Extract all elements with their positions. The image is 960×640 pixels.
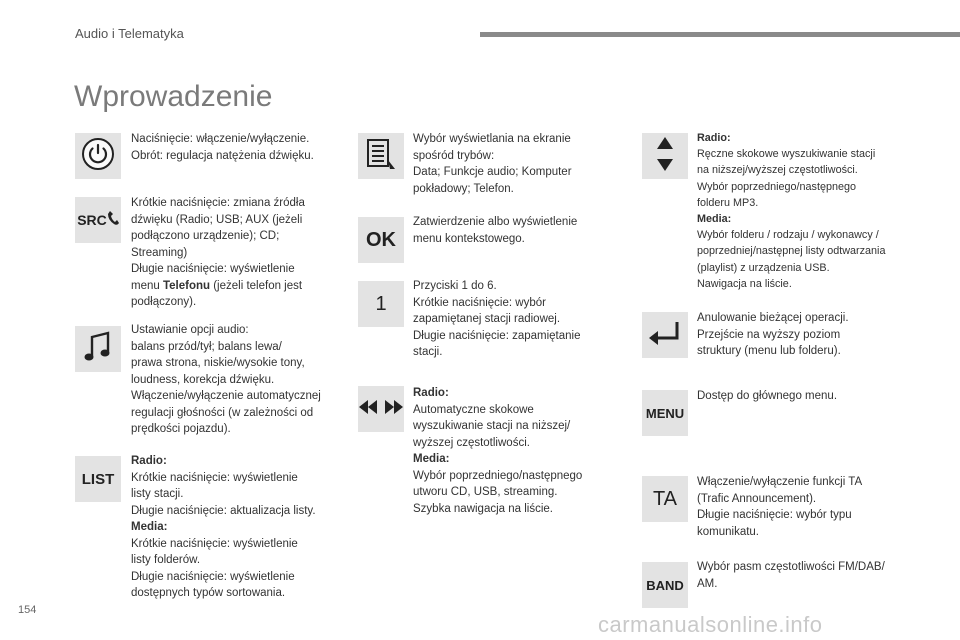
ta-button[interactable]: [642, 476, 688, 522]
text-line: Krótkie naciśnięcie: wyświetlenie: [131, 471, 298, 484]
ok-label: OK: [366, 228, 396, 251]
arrow-up-down-icon: [655, 135, 675, 178]
presets-description: [413, 278, 581, 361]
media-heading: Media:: [131, 521, 168, 533]
music-note-icon: [83, 330, 113, 369]
power-button[interactable]: [75, 133, 121, 179]
text-line: pokładowy; Telefon.: [413, 182, 514, 195]
src-description: [131, 195, 305, 311]
text-line: regulacji głośności (w zależności od: [131, 406, 314, 419]
ta-description: [697, 474, 862, 540]
text-line: Przyciski 1 do 6.: [413, 280, 497, 292]
text-line: Nawigacja na liście.: [697, 277, 792, 290]
text-line: komunikatu.: [697, 525, 760, 538]
screen-list-icon: [364, 136, 398, 177]
text-line: struktury (menu lub folderu).: [697, 345, 841, 357]
text-line: listy folderów.: [131, 554, 201, 566]
ok-button[interactable]: [358, 217, 404, 263]
text-line: folderu MP3.: [697, 196, 759, 209]
header-bar: [480, 32, 960, 37]
return-arrow-icon: [647, 318, 683, 353]
text-line: Wybór pasm częstotliwości FM/DAB/: [697, 561, 885, 573]
text-line: prędkości pojazdu).: [131, 423, 231, 435]
watermark: carmanualsonline.info: [598, 612, 823, 637]
ok-description: [413, 214, 577, 247]
text-line: Wybór wyświetlania na ekranie: [413, 133, 571, 145]
menu-button[interactable]: [642, 390, 688, 436]
text-line: Ręczne skokowe wyszukiwanie stacji: [697, 148, 876, 161]
text-line: Zatwierdzenie albo wyświetlenie: [413, 216, 578, 228]
text-line: podłączony).: [131, 296, 197, 308]
text-line: Naciśnięcie: włączenie/wyłączenie.: [131, 133, 310, 145]
list-label: LIST: [81, 470, 115, 488]
text-line: Wybór poprzedniego/następnego: [697, 180, 856, 193]
display-mode-button[interactable]: [358, 133, 404, 179]
text-line: stacji.: [413, 346, 443, 358]
text-line: Szybka nawigacja na liście.: [413, 502, 553, 515]
band-button[interactable]: [642, 562, 688, 608]
text-fragment: (jeżeli telefon jest: [210, 279, 303, 292]
text-line: poprzedniej/następnej listy odtwarzania: [697, 245, 886, 258]
page-title: Wprowadzenie: [74, 80, 273, 114]
phone-icon: [107, 210, 119, 231]
section-title: Audio i Telematyka: [75, 26, 184, 41]
text-line: Streaming): [131, 246, 188, 259]
radio-heading: Radio:: [413, 387, 449, 399]
src-phone-button[interactable]: [75, 197, 121, 243]
text-line: Długie naciśnięcie: wybór typu: [697, 509, 852, 521]
text-line: listy stacji.: [131, 488, 184, 500]
text-line: Długie naciśnięcie: aktualizacja listy.: [131, 504, 316, 517]
power-description: [131, 131, 314, 164]
text-line: balans przód/tył; balans lewa/: [131, 340, 282, 353]
text-line: prawa strona, niskie/wysokie tony,: [131, 357, 305, 369]
list-button[interactable]: [75, 456, 121, 502]
text-line: Obrót: regulacja natężenia dźwięku.: [131, 149, 314, 162]
seek-back-forward-icon: [359, 397, 403, 422]
text-line: dostępnych typów sortowania.: [131, 587, 286, 599]
text-line: Dostęp do głównego menu.: [697, 390, 838, 402]
text-line: Krótkie naciśnięcie: zmiana źródła: [131, 197, 305, 209]
text-line: menu kontekstowego.: [413, 232, 525, 245]
back-button[interactable]: [642, 312, 688, 358]
radio-heading: Radio:: [697, 132, 731, 144]
text-line: (Trafic Announcement).: [697, 492, 817, 505]
menu-label: MENU: [645, 405, 685, 421]
text-line: Długie naciśnięcie: wyświetlenie: [131, 570, 295, 583]
text-line: Anulowanie bieżącej operacji.: [697, 312, 849, 324]
text-line: Data; Funkcje audio; Komputer: [413, 166, 572, 178]
band-label: BAND: [646, 577, 684, 593]
media-heading: Media:: [413, 453, 450, 465]
back-description: [697, 310, 849, 360]
text-line: Krótkie naciśnięcie: wybór: [413, 296, 546, 309]
page-number: 154: [18, 604, 37, 616]
text-fragment: menu: [131, 279, 163, 292]
up-down-buttons[interactable]: [642, 133, 688, 179]
text-line: Długie naciśnięcie: wyświetlenie: [131, 263, 295, 275]
text-line: AM.: [697, 577, 718, 590]
up-down-description: [697, 130, 885, 292]
text-line: Ustawianie opcji audio:: [131, 324, 249, 336]
text-line: Włączenie/wyłączenie automatycznej: [131, 390, 321, 402]
list-description: [131, 453, 316, 602]
power-icon: [81, 137, 115, 176]
text-line: Wybór poprzedniego/następnego: [413, 469, 583, 482]
text-line: utworu CD, USB, streaming.: [413, 486, 558, 498]
src-label: SRC: [77, 212, 107, 228]
text-line: zapamiętanej stacji radiowej.: [413, 313, 561, 325]
text-line: Krótkie naciśnięcie: wyświetlenie: [131, 537, 298, 550]
text-line: dźwięku (Radio; USB; AUX (jeżeli: [131, 213, 303, 226]
text-line: na niższej/wyższej częstotliwości.: [697, 164, 858, 177]
ta-label: TA: [652, 487, 678, 510]
seek-buttons[interactable]: [358, 386, 404, 432]
text-line: wyższej częstotliwości.: [413, 436, 530, 449]
seek-description: [413, 385, 582, 517]
text-line: Długie naciśnięcie: zapamiętanie: [413, 329, 581, 342]
text-line: loudness, korekcja dźwięku.: [131, 373, 275, 386]
telefon-bold: Telefonu: [162, 279, 211, 292]
menu-description: [697, 388, 837, 405]
text-line: (playlist) z urządzenia USB.: [697, 261, 830, 274]
text-line: Wybór folderu / rodzaju / wykonawcy /: [697, 229, 879, 242]
band-description: [697, 559, 885, 592]
display-mode-description: [413, 131, 572, 197]
preset-label: 1: [375, 292, 387, 315]
audio-settings-button[interactable]: [75, 326, 121, 372]
text-line: Włączenie/wyłączenie funkcji TA: [697, 476, 863, 488]
radio-heading: Radio:: [131, 455, 167, 467]
audio-settings-description: [131, 322, 321, 438]
text-line: podłączono urządzenie); CD;: [131, 230, 280, 242]
text-line: [131, 278, 305, 295]
media-heading: Media:: [697, 213, 732, 226]
text-line: wyszukiwanie stacji na niższej/: [413, 420, 571, 432]
text-line: Przejście na wyższy poziom: [697, 328, 841, 341]
text-line: Automatyczne skokowe: [413, 403, 534, 416]
preset-1-button[interactable]: [358, 281, 404, 327]
text-line: spośród trybów:: [413, 149, 495, 162]
